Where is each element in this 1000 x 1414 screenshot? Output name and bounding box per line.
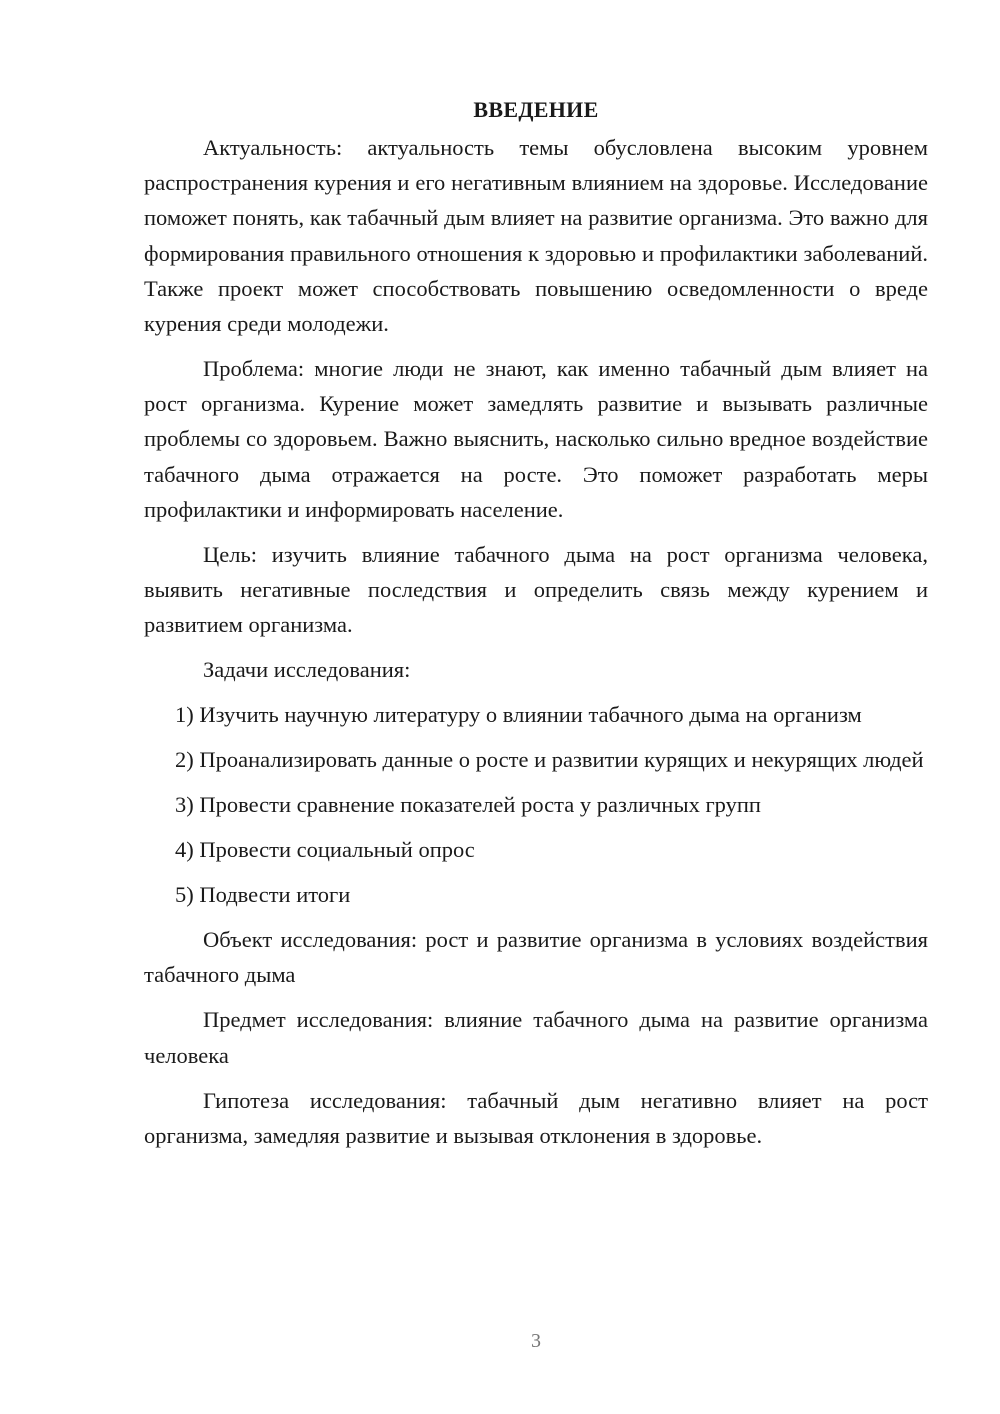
tasks-title: Задачи исследования: bbox=[203, 657, 411, 683]
problem-paragraph: Проблема: многие люди не знают, как именно табачный дым влияет на рост организма. Курение может замедлять развитие и вызывать различные проблемы со здоровьем. Важно выяснить, насколько сильно вредное воздействие табачного дыма отражается на росте. Это поможет разработать меры профилактики и информировать население. bbox=[144, 356, 928, 522]
section-heading: ВВЕДЕНИЕ bbox=[473, 97, 599, 122]
task-item: 3) Провести сравнение показателей роста у различных групп bbox=[175, 792, 761, 818]
relevance-paragraph: Актуальность: актуальность темы обусловлена высоким уровнем распространения курения и его негативным влиянием на здоровье. Исследование поможет понять, как табачный дым влияет на развитие организма. Это важно для формирования правильного отношения к здоровью и профилактики заболеваний. Также проект может способствовать повышению осведомленности о вреде курения среди молодежи. bbox=[144, 135, 928, 337]
object-paragraph: Объект исследования: рост и развитие организма в условиях воздействия табачного дыма bbox=[144, 927, 928, 988]
page-number: 3 bbox=[531, 1330, 541, 1352]
task-item: 2) Проанализировать данные о росте и развитии курящих и некурящих людей bbox=[175, 747, 924, 773]
subject-paragraph: Предмет исследования: влияние табачного дыма на развитие организма человека bbox=[144, 1007, 928, 1068]
hypothesis-paragraph: Гипотеза исследования: табачный дым негативно влияет на рост организма, замедляя развитие и вызывая отклонения в здоровье. bbox=[144, 1087, 928, 1148]
document-page bbox=[144, 92, 928, 1163]
task-item: 4) Провести социальный опрос bbox=[175, 837, 475, 863]
goal-paragraph: Цель: изучить влияние табачного дыма на рост организма человека, выявить негативные последствия и определить связь между курением и развитием организма. bbox=[144, 541, 928, 638]
task-item: 5) Подвести итоги bbox=[175, 882, 351, 908]
task-item: 1) Изучить научную литературу о влиянии табачного дыма на организм bbox=[175, 702, 862, 728]
